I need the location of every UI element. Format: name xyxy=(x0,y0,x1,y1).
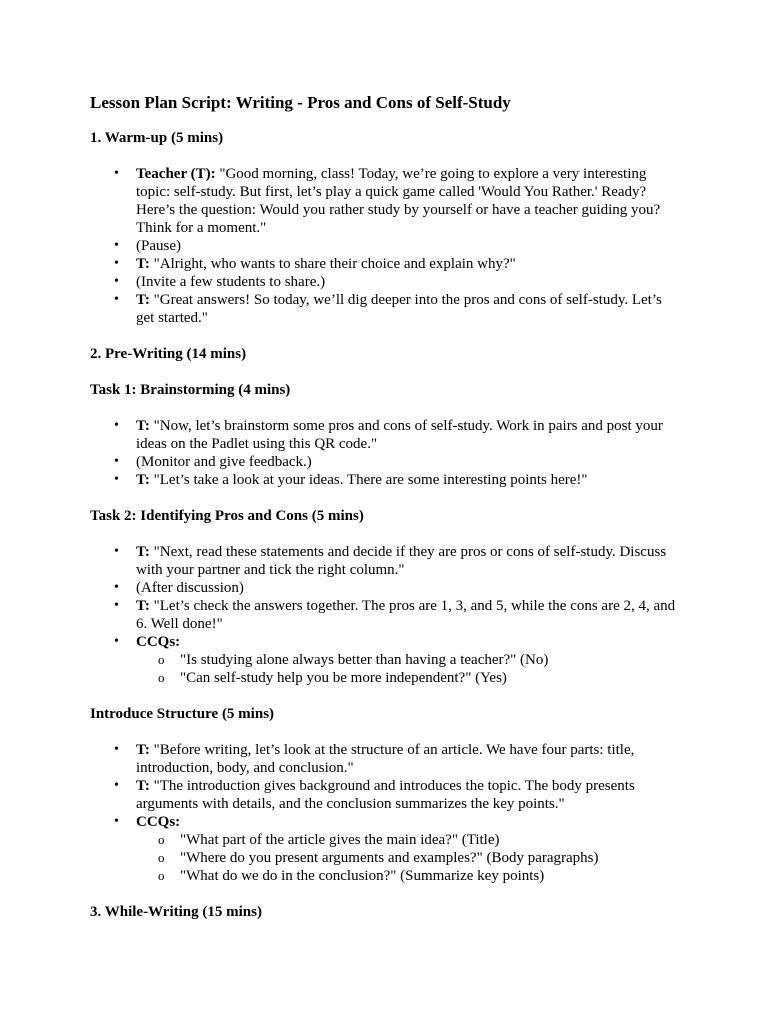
sub-bullet-icon: o xyxy=(158,670,165,685)
ccq-text: "Where do you present arguments and examples?" (Body paragraphs) xyxy=(180,850,599,866)
bullet-icon: • xyxy=(114,454,119,469)
task1-list xyxy=(90,417,680,489)
script-text: "Alright, who wants to share their choice and explain why?" xyxy=(149,256,516,272)
section-heading-prewriting: 2. Pre-Writing (14 mins) xyxy=(90,346,247,362)
list-item xyxy=(90,291,680,327)
bullet-icon: • xyxy=(114,742,119,757)
warmup-list xyxy=(90,165,680,327)
list-item xyxy=(90,813,680,885)
script-text: "Now, let’s brainstorm some pros and cons of self-study. Work in pairs and post your ideas on the Padlet using this QR code." xyxy=(136,418,663,452)
list-item xyxy=(90,471,680,489)
ccq-text: "What do we do in the conclusion?" (Summarize key points) xyxy=(180,868,545,884)
script-text: "Next, read these statements and decide if they are pros or cons of self-study. Discuss with your partner and tick the right column." xyxy=(136,544,667,578)
ccq-item xyxy=(90,831,680,849)
script-text: (Pause) xyxy=(136,238,181,254)
list-item xyxy=(90,237,680,255)
bullet-icon: • xyxy=(114,544,119,559)
bullet-icon: • xyxy=(114,472,119,487)
script-text: "Let’s take a look at your ideas. There are some interesting points here!" xyxy=(149,472,588,488)
bullet-icon: • xyxy=(114,274,119,289)
ccq-text: "Can self-study help you be more independent?" (Yes) xyxy=(180,670,507,686)
bullet-icon: • xyxy=(114,634,119,649)
list-item xyxy=(90,777,680,813)
sub-bullet-icon: o xyxy=(158,832,165,847)
list-item xyxy=(90,597,680,633)
script-text: (Monitor and give feedback.) xyxy=(136,454,312,470)
list-item xyxy=(90,741,680,777)
speaker-label: Teacher (T): xyxy=(136,166,216,182)
section-heading-whilewriting: 3. While-Writing (15 mins) xyxy=(90,904,262,920)
ccq-item xyxy=(90,669,680,687)
list-item xyxy=(90,633,680,687)
structure-list xyxy=(90,741,680,885)
script-text: (After discussion) xyxy=(136,580,244,596)
script-text: "Good morning, class! Today, we’re going to explore a very interesting topic: self-study. But first, let’s play a quick game called 'Would You Rather.' Ready? Here’s the question: Would you rather study by yourself or have a teacher guiding you? Think for a moment." xyxy=(136,166,661,236)
document-body xyxy=(90,92,680,921)
speaker-label: T: xyxy=(136,778,150,794)
ccq-list xyxy=(136,651,680,687)
list-item xyxy=(90,273,680,291)
task-heading-identifying: Task 2: Identifying Pros and Cons (5 mins) xyxy=(90,508,364,524)
speaker-label: T: xyxy=(136,472,150,488)
ccq-text: "Is studying alone always better than having a teacher?" (No) xyxy=(180,652,549,668)
script-text: "Let’s check the answers together. The pros are 1, 3, and 5, while the cons are 2, 4, and 6. Well done!" xyxy=(136,598,676,632)
task-heading-brainstorming: Task 1: Brainstorming (4 mins) xyxy=(90,382,291,398)
ccq-item xyxy=(90,651,680,669)
ccq-label: CCQs: xyxy=(136,814,181,830)
script-text: "The introduction gives background and introduces the topic. The body presents arguments with details, and the conclusion summarizes the key points." xyxy=(136,778,635,812)
task2-list xyxy=(90,543,680,687)
speaker-label: T: xyxy=(136,742,150,758)
section-heading-warmup: 1. Warm-up (5 mins) xyxy=(90,130,224,146)
bullet-icon: • xyxy=(114,166,119,181)
sub-bullet-icon: o xyxy=(158,652,165,667)
ccq-item xyxy=(90,867,680,885)
bullet-icon: • xyxy=(114,256,119,271)
ccq-label: CCQs: xyxy=(136,634,181,650)
list-item xyxy=(90,543,680,579)
speaker-label: T: xyxy=(136,256,150,272)
bullet-icon: • xyxy=(114,418,119,433)
script-text: (Invite a few students to share.) xyxy=(136,274,326,290)
bullet-icon: • xyxy=(114,292,119,307)
sub-bullet-icon: o xyxy=(158,850,165,865)
list-item xyxy=(90,579,680,597)
list-item xyxy=(90,165,680,237)
speaker-label: T: xyxy=(136,418,150,434)
ccq-list xyxy=(136,831,680,885)
bullet-icon: • xyxy=(114,580,119,595)
script-text: "Before writing, let’s look at the structure of an article. We have four parts: title, introduction, body, and conclusion." xyxy=(136,742,635,776)
document-title: Lesson Plan Script: Writing - Pros and Cons of Self-Study xyxy=(90,93,511,112)
speaker-label: T: xyxy=(136,544,150,560)
bullet-icon: • xyxy=(114,778,119,793)
task-heading-structure: Introduce Structure (5 mins) xyxy=(90,706,275,722)
bullet-icon: • xyxy=(114,598,119,613)
bullet-icon: • xyxy=(114,814,119,829)
list-item xyxy=(90,453,680,471)
speaker-label: T: xyxy=(136,292,150,308)
speaker-label: T: xyxy=(136,598,150,614)
list-item xyxy=(90,255,680,273)
ccq-text: "What part of the article gives the main idea?" (Title) xyxy=(180,832,500,848)
list-item xyxy=(90,417,680,453)
script-text: "Great answers! So today, we’ll dig deeper into the pros and cons of self-study. Let’s get started." xyxy=(136,292,662,326)
bullet-icon: • xyxy=(114,238,119,253)
sub-bullet-icon: o xyxy=(158,868,165,883)
ccq-item xyxy=(90,849,680,867)
